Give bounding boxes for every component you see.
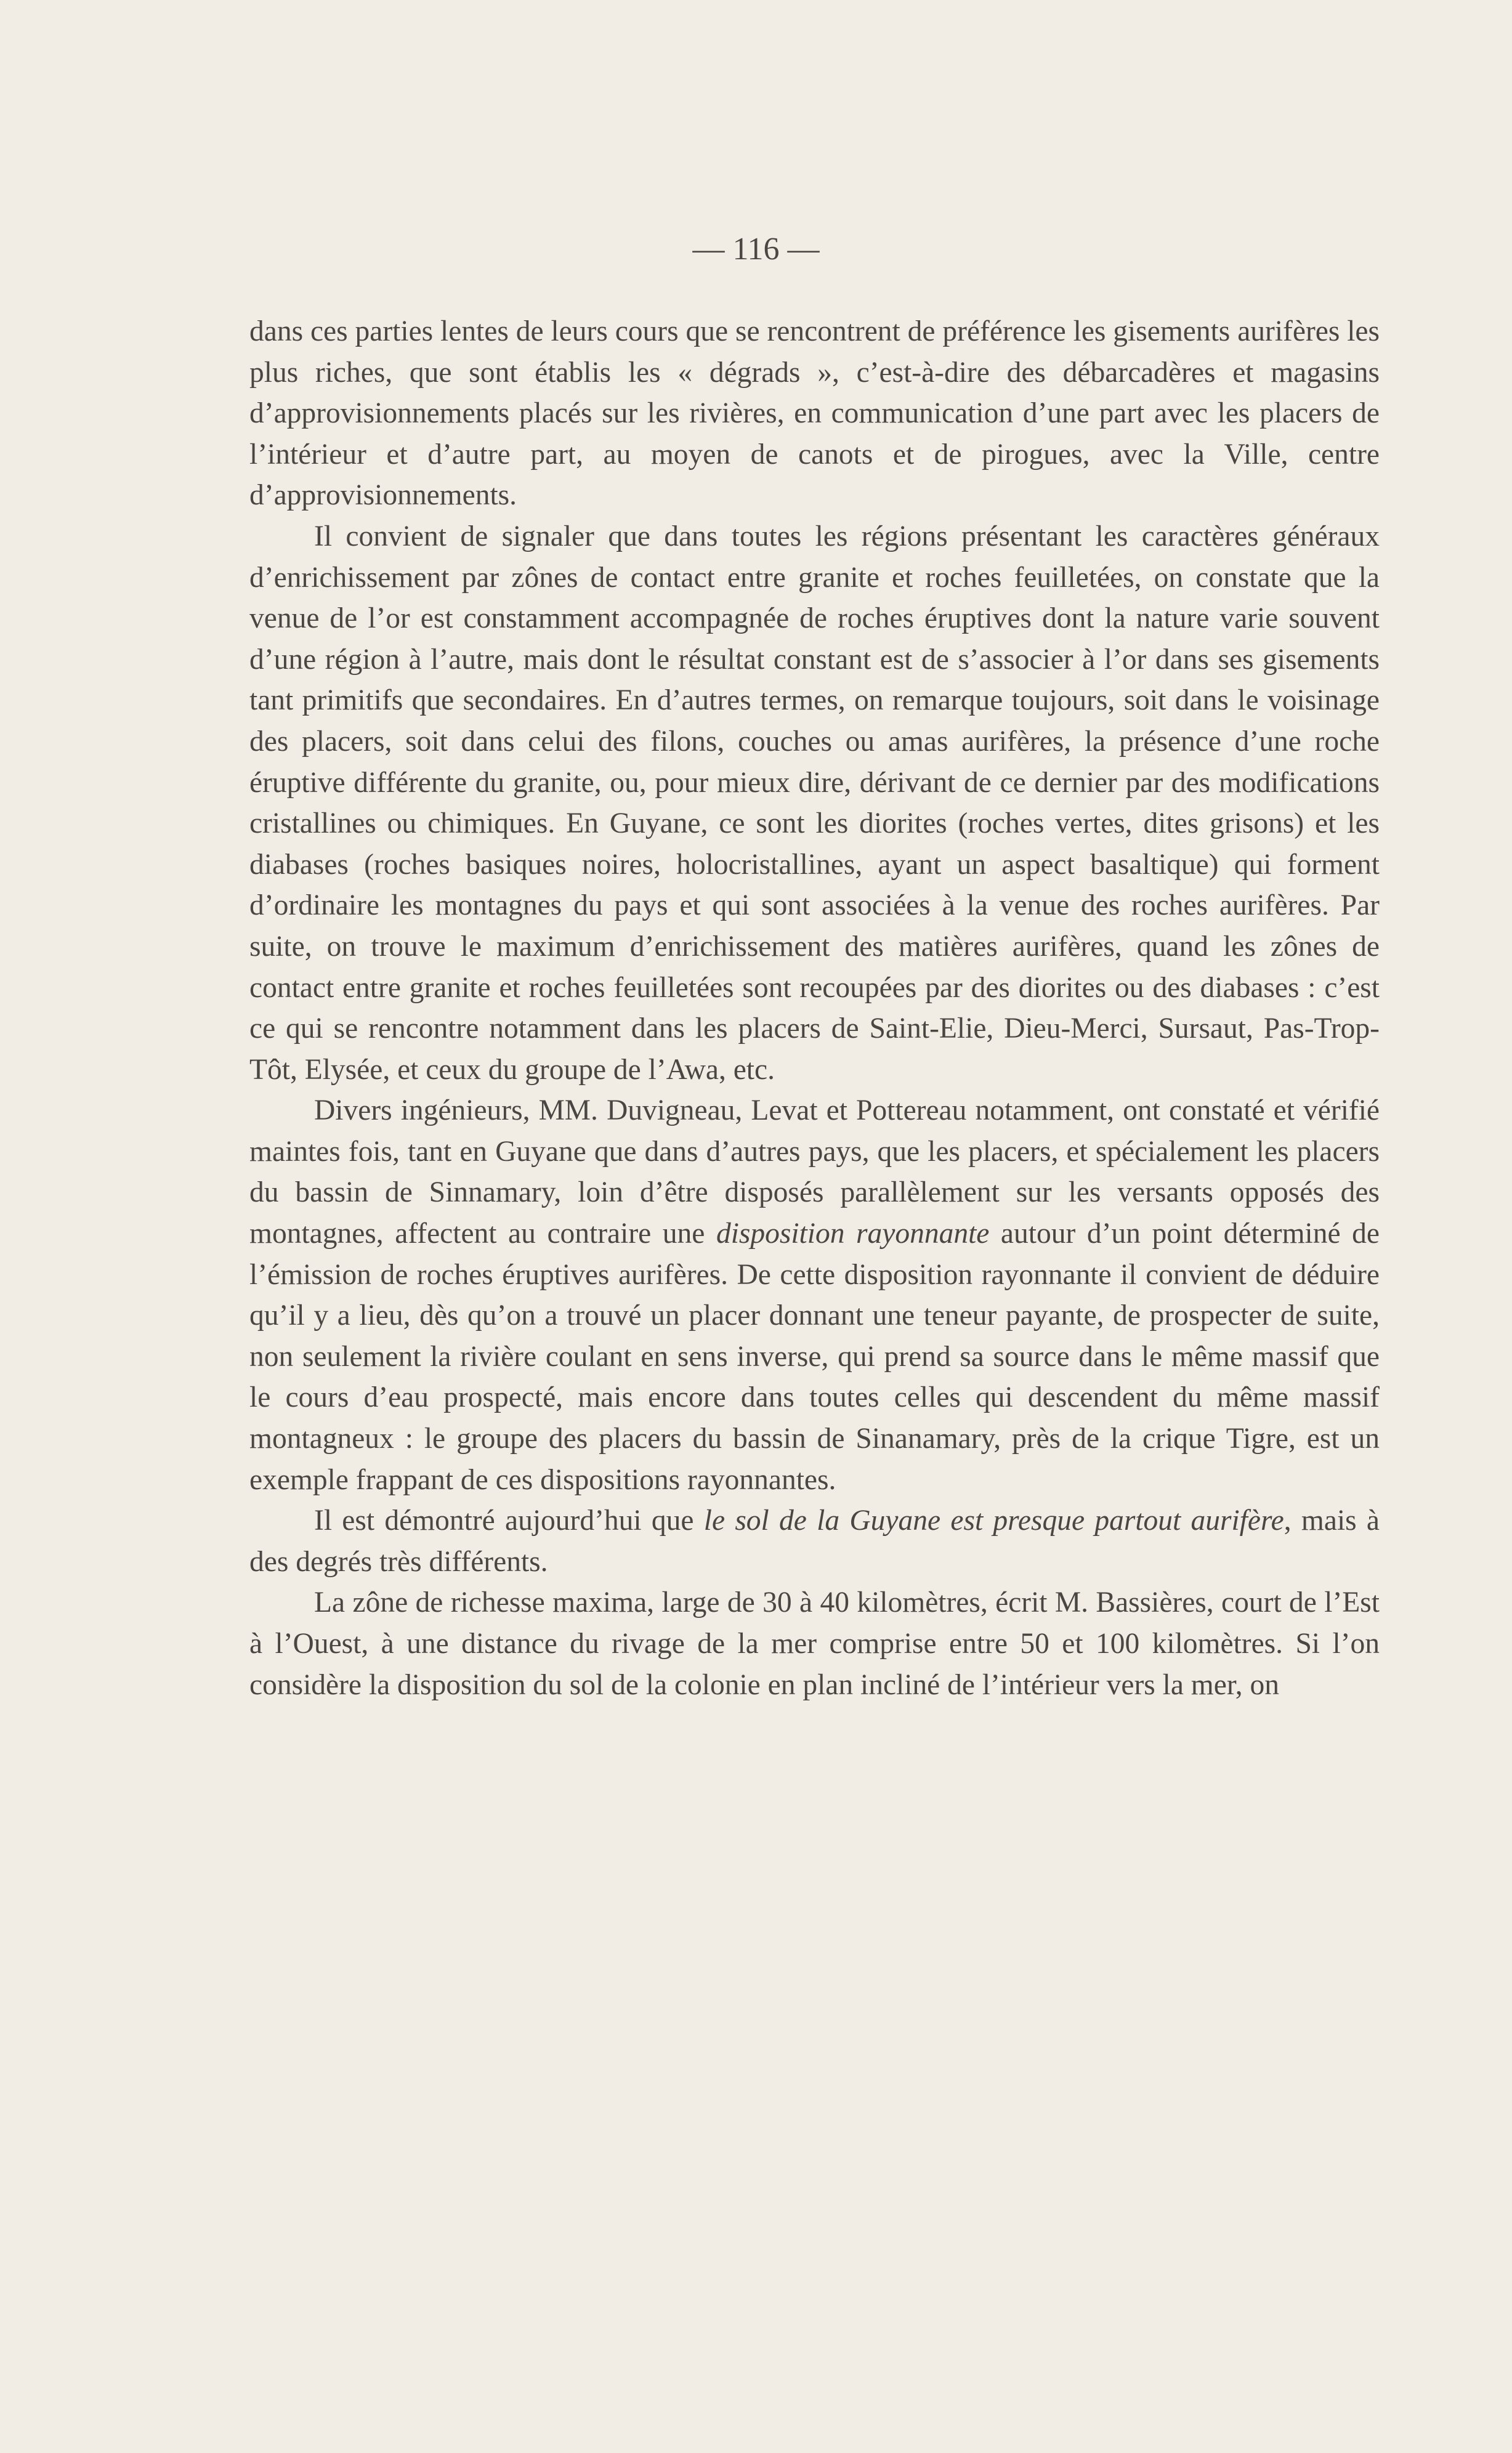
paragraph-text: Il convient de signaler que dans toutes les régions présentant les caractères généraux d’enrichissement par zônes de contact entre granite et roches feuilletées, on constate que la venue de l’or est constamment accompagnée de roches éruptives dont la nature varie souvent d’une région à l’autre, mais dont le résultat constant est de s’associer à l’or dans ses gisements tant primitifs que secondaires. En d’autres termes, on remarque toujours, soit dans le voisinage des placers, soit dans celui des filons, couches ou amas aurifères, la présence d’une roche éruptive différente du granite, ou, pour mieux dire, dérivant de ce dernier par des modifications cristallines ou chimiques. En Guyane, ce sont les diorites (roches vertes, dites grisons) et les diabases (roches basiques noires, holocristallines, ayant un aspect basaltique) qui forment d’ordinaire les montagnes du pays et qui sont associées à la venue des roches aurifères. Par suite, on trouve le maximum d’enrichissement des matières aurifères, quand les zônes de contact entre granite et roches feuilletées sont recoupées par des diorites ou des diabases : c’est ce qui se rencontre notamment dans les placers de Saint-Elie, Dieu-Merci, Sursaut, Pas-Trop-Tôt, Elysée, et ceux du groupe de l’Awa, etc. (249, 520, 1380, 1086)
italic-phrase: le sol de la Guyane est presque partout aurifère (703, 1505, 1284, 1537)
page-number: — 116 — (692, 232, 820, 267)
paragraph-text: autour d’un point déterminé de l’émission de roches éruptives aurifères. De cette disposition rayonnante il convient de déduire qu’il y a lieu, dès qu’on a trouvé un placer donnant une teneur payante, de prospecter de suite, non seulement la rivière coulant en sens inverse, qui prend sa source dans le même massif que le cours d’eau prospecté, mais encore dans toutes celles qui descendent du même massif montagneux : le groupe des placers du bassin de Sinanamary, près de la crique Tigre, est un exemple frappant de ces dispositions rayonnantes. (249, 1218, 1380, 1496)
paragraph-3 (249, 1090, 1380, 1500)
paragraph-text: dans ces parties lentes de leurs cours que se rencontrent de préférence les gisements aurifères les plus riches, que sont établis les « dégrads », c’est-à-dire des débarcadères et magasins d’approvisionnements placés sur les rivières, en communication d’une part avec les placers de l’intérieur et d’autre part, au moyen de canots et de pirogues, avec la Ville, centre d’approvisionnements. (249, 315, 1380, 512)
paragraph-text: Il est démontré aujourd’hui que (314, 1505, 704, 1537)
paragraph-5 (249, 1582, 1380, 1705)
paragraph-1 (249, 311, 1380, 516)
paragraph-4 (249, 1500, 1380, 1582)
paragraph-text: , mais à des degrés très différents. (249, 1505, 1380, 1578)
body-text (249, 311, 1380, 1705)
paragraph-2 (249, 516, 1380, 1090)
paragraph-text: La zône de richesse maxima, large de 30 à 40 kilomètres, écrit M. Bassières, court de l’Est à l’Ouest, à une distance du rivage de la mer comprise entre 50 et 100 kilomètres. Si l’on considère la disposition du sol de la colonie en plan incliné de l’intérieur vers la mer, on (249, 1586, 1380, 1701)
paragraph-text: Divers ingénieurs, MM. Duvigneau, Levat et Pottereau notamment, ont constaté et vérifié maintes fois, tant en Guyane que dans d’autres pays, que les placers, et spécialement les placers du bassin de Sinnamary, loin d’être disposés parallèlement sur les versants opposés des montagnes, affectent au contraire une (249, 1094, 1380, 1250)
italic-phrase: disposition rayonnante (716, 1218, 990, 1250)
